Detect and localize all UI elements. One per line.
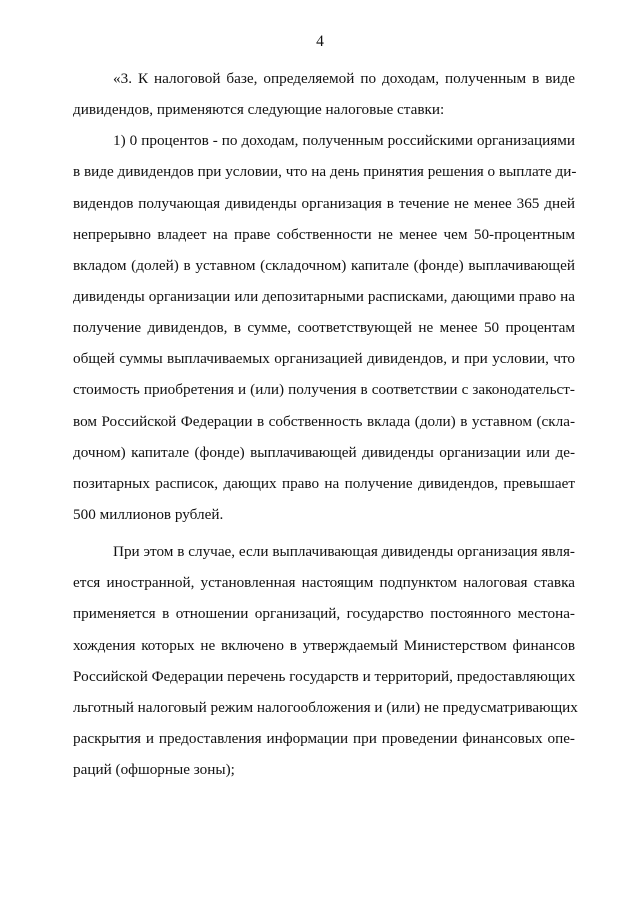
text-line: Российской Федерации перечень государств и территорий, предоставляющих [73,667,576,685]
text-line: раскрытия и предоставления информации при проведении финансовых опе- [73,729,575,747]
text-line: применяется в отношении организаций, государство постоянного местона- [73,605,575,623]
text-line: общей суммы выплачиваемых организацией дивидендов, и при условии, что [73,350,575,368]
text-line: 500 миллионов рублей. [73,505,224,523]
text-line: в виде дивидендов при условии, что на день принятия решения о выплате ди- [73,163,577,181]
text-line: льготный налоговый режим налогообложения и (или) не предусматривающих [73,698,578,716]
text-line: «3. К налоговой базе, определяемой по доходам, полученным в виде [113,70,575,87]
text-line: 1) 0 процентов - по доходам, полученным российскими организациями [113,132,575,150]
text-line: дивиденды организации или депозитарными расписками, дающими право на [73,287,575,305]
text-line: раций (офшорные зоны); [73,761,235,779]
text-line: При этом в случае, если выплачивающая дивиденды организация явля- [113,543,575,561]
text-line: дивидендов, применяются следующие налоговые ставки: [73,101,445,119]
text-line: вом Российской Федерации в собственность вклада (доли) в уставном (скла- [73,412,575,430]
text-line: ется иностранной, установленная настоящим подпунктом налоговая ставка [73,574,575,592]
text-line: стоимость приобретения и (или) получения в соответствии с законодательст- [73,381,575,399]
text-line: непрерывно владеет на праве собственности не менее чем 50-процентным [73,225,575,243]
text-line: видендов получающая дивиденды организация в течение не менее 365 дней [73,194,575,212]
text-line: получение дивидендов, в сумме, соответствующей не менее 50 процентам [73,319,575,337]
text-line: дочном) капитале (фонде) выплачивающей дивиденды организации или де- [73,443,575,461]
document-body [73,63,578,785]
text-line: хождения которых не включено в утверждаемый Министерством финансов [73,636,575,654]
page-number: 4 [316,33,324,50]
text-line: позитарных расписок, дающих право на получение дивидендов, превышает [73,474,575,492]
text-line: вкладом (долей) в уставном (складочном) капитале (фонде) выплачивающей [73,256,575,274]
